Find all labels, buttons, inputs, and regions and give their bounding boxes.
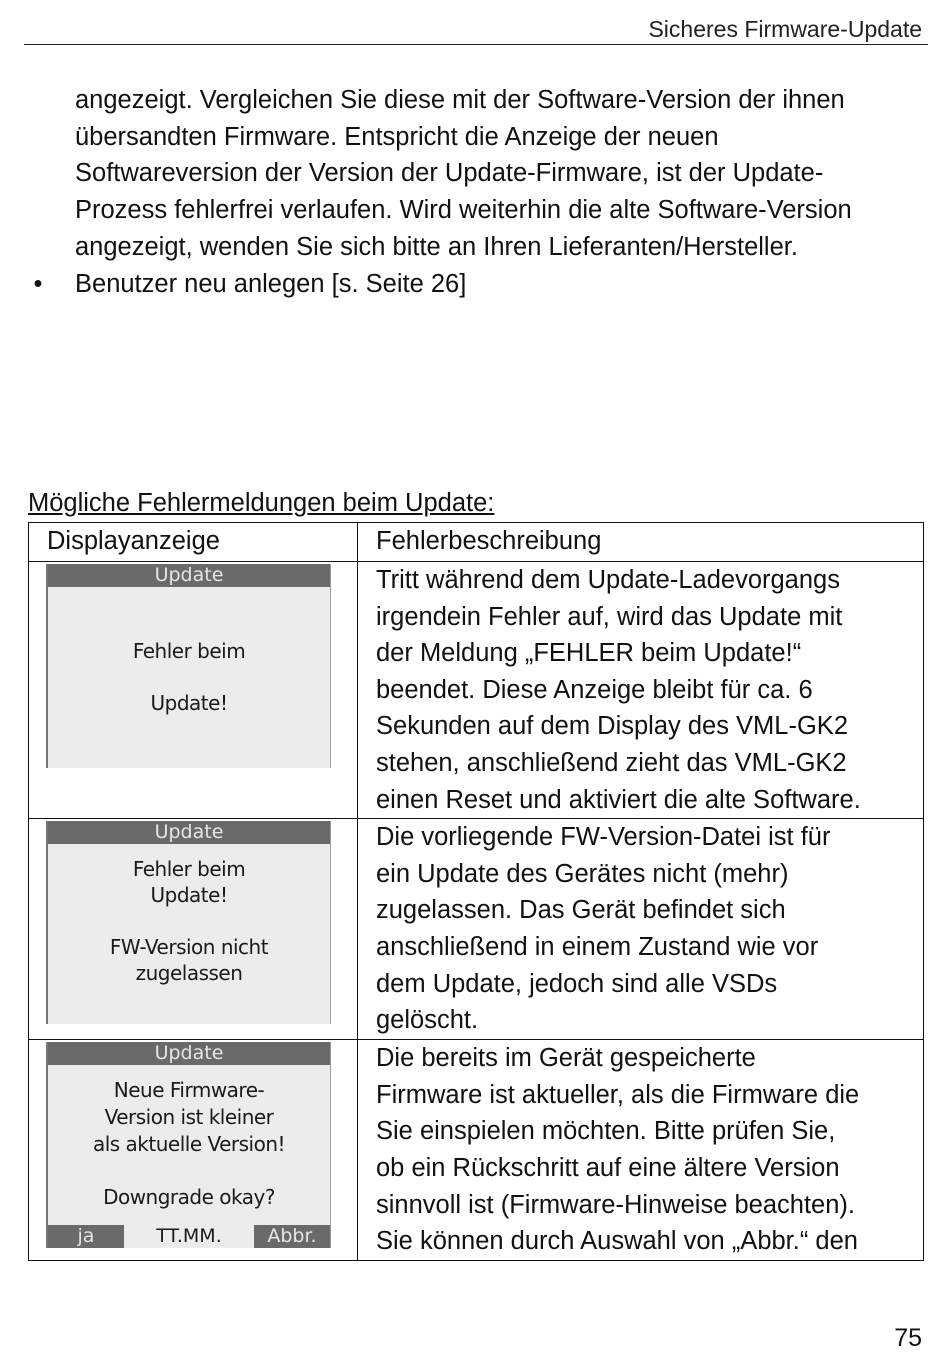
lcd-message-line: Downgrade okay? <box>103 1185 275 1210</box>
table-row <box>29 819 924 1040</box>
lcd-softkey-bar <box>48 1225 330 1248</box>
description-cell <box>358 1040 924 1261</box>
lcd-message <box>48 1065 330 1211</box>
description-line: Firmware ist aktueller, als die Firmware die <box>376 1080 860 1109</box>
description-line: Sie können durch Auswahl von „Abbr.“ den <box>376 1227 858 1256</box>
softkey-cancel: Abbr. <box>254 1225 330 1248</box>
section-heading: Mögliche Fehlermeldungen beim Update: <box>28 489 495 517</box>
description-line: Die vorliegende FW-Version-Datei ist für <box>376 823 831 852</box>
description-line: irgendein Fehler auf, wird das Update mit <box>376 602 843 631</box>
description-line: der Meldung „FEHLER beim Update!“ <box>376 639 802 668</box>
bullet-text: Benutzer neu anlegen [s. Seite 26] <box>75 270 467 298</box>
lcd-message-line: Update! <box>150 691 228 715</box>
header-divider <box>24 44 928 45</box>
lcd-screenshot <box>46 564 331 768</box>
body-line: übersandten Firmware. Entspricht die Anzeige der neuen <box>75 122 719 151</box>
description-line: einen Reset und aktiviert die alte Software. <box>376 785 861 814</box>
table-row <box>29 1040 924 1261</box>
bullet-icon: • <box>33 270 43 298</box>
description-line: Sie einspielen möchten. Bitte prüfen Sie, <box>376 1117 836 1146</box>
display-cell <box>29 819 358 1040</box>
lcd-title-bar: Update <box>48 821 330 844</box>
description-line: sinnvoll ist (Firmware-Hinweise beachten). <box>376 1190 855 1219</box>
description-line: Sekunden auf dem Display des VML-GK2 <box>376 712 848 741</box>
lcd-title-bar: Update <box>48 564 330 587</box>
lcd-message-line: FW-Version nicht <box>109 935 269 960</box>
description-line: anschließend in einem Zustand wie vor <box>376 932 819 961</box>
description-line: dem Update, jedoch sind alle VSDs <box>376 969 778 998</box>
body-line: angezeigt. Vergleichen Sie diese mit der Software-Version der ihnen <box>75 86 845 114</box>
description-line: gelöscht. <box>376 1006 479 1035</box>
lcd-message <box>48 587 330 729</box>
error-messages-table <box>28 522 924 1261</box>
lcd-message-line: Update! <box>150 883 228 908</box>
page-header-title: Sicheres Firmware-Update <box>648 16 922 42</box>
lcd-title-bar: Update <box>48 1042 330 1065</box>
lcd-message <box>48 844 330 986</box>
body-line: Softwareversion der Version der Update-Firmware, ist der Update- <box>75 159 824 188</box>
table-header-row <box>29 523 924 562</box>
lcd-screenshot <box>46 821 331 1024</box>
display-cell <box>29 562 358 819</box>
lcd-message-line: Fehler beim <box>132 639 246 663</box>
body-line: Prozess fehlerfrei verlaufen. Wird weiterhin die alte Software-Version <box>75 196 852 225</box>
description-line: zugelassen. Das Gerät befindet sich <box>376 896 786 925</box>
table-row <box>29 562 924 819</box>
description-line: beendet. Diese Anzeige bleibt für ca. 6 <box>376 675 813 704</box>
softkey-date: TT.MM. <box>124 1225 254 1248</box>
description-line: ein Update des Gerätes nicht (mehr) <box>376 859 789 888</box>
display-cell <box>29 1040 358 1261</box>
lcd-message-line: als aktuelle Version! <box>92 1132 286 1157</box>
description-line: Die bereits im Gerät gespeicherte <box>376 1044 756 1073</box>
description-cell <box>358 819 924 1040</box>
lcd-message-line: zugelassen <box>135 961 243 986</box>
softkey-yes: ja <box>48 1225 124 1248</box>
lcd-message-line: Version ist kleiner <box>104 1105 274 1130</box>
body-paragraph <box>75 82 935 266</box>
description-line: ob ein Rückschritt auf eine ältere Version <box>376 1153 840 1182</box>
description-line: Tritt während dem Update-Ladevorgangs <box>376 566 840 594</box>
page-number: 75 <box>894 1324 922 1352</box>
column-header-description: Fehlerbeschreibung <box>358 523 924 562</box>
body-line: angezeigt, wenden Sie sich bitte an Ihren Lieferanten/Hersteller. <box>75 232 798 261</box>
lcd-screenshot <box>46 1042 331 1248</box>
lcd-message-line: Neue Firmware- <box>113 1078 265 1103</box>
lcd-message-line: Fehler beim <box>132 857 246 882</box>
description-line: stehen, anschließend zieht das VML-GK2 <box>376 748 847 777</box>
description-cell <box>358 562 924 819</box>
column-header-display: Displayanzeige <box>29 523 358 562</box>
